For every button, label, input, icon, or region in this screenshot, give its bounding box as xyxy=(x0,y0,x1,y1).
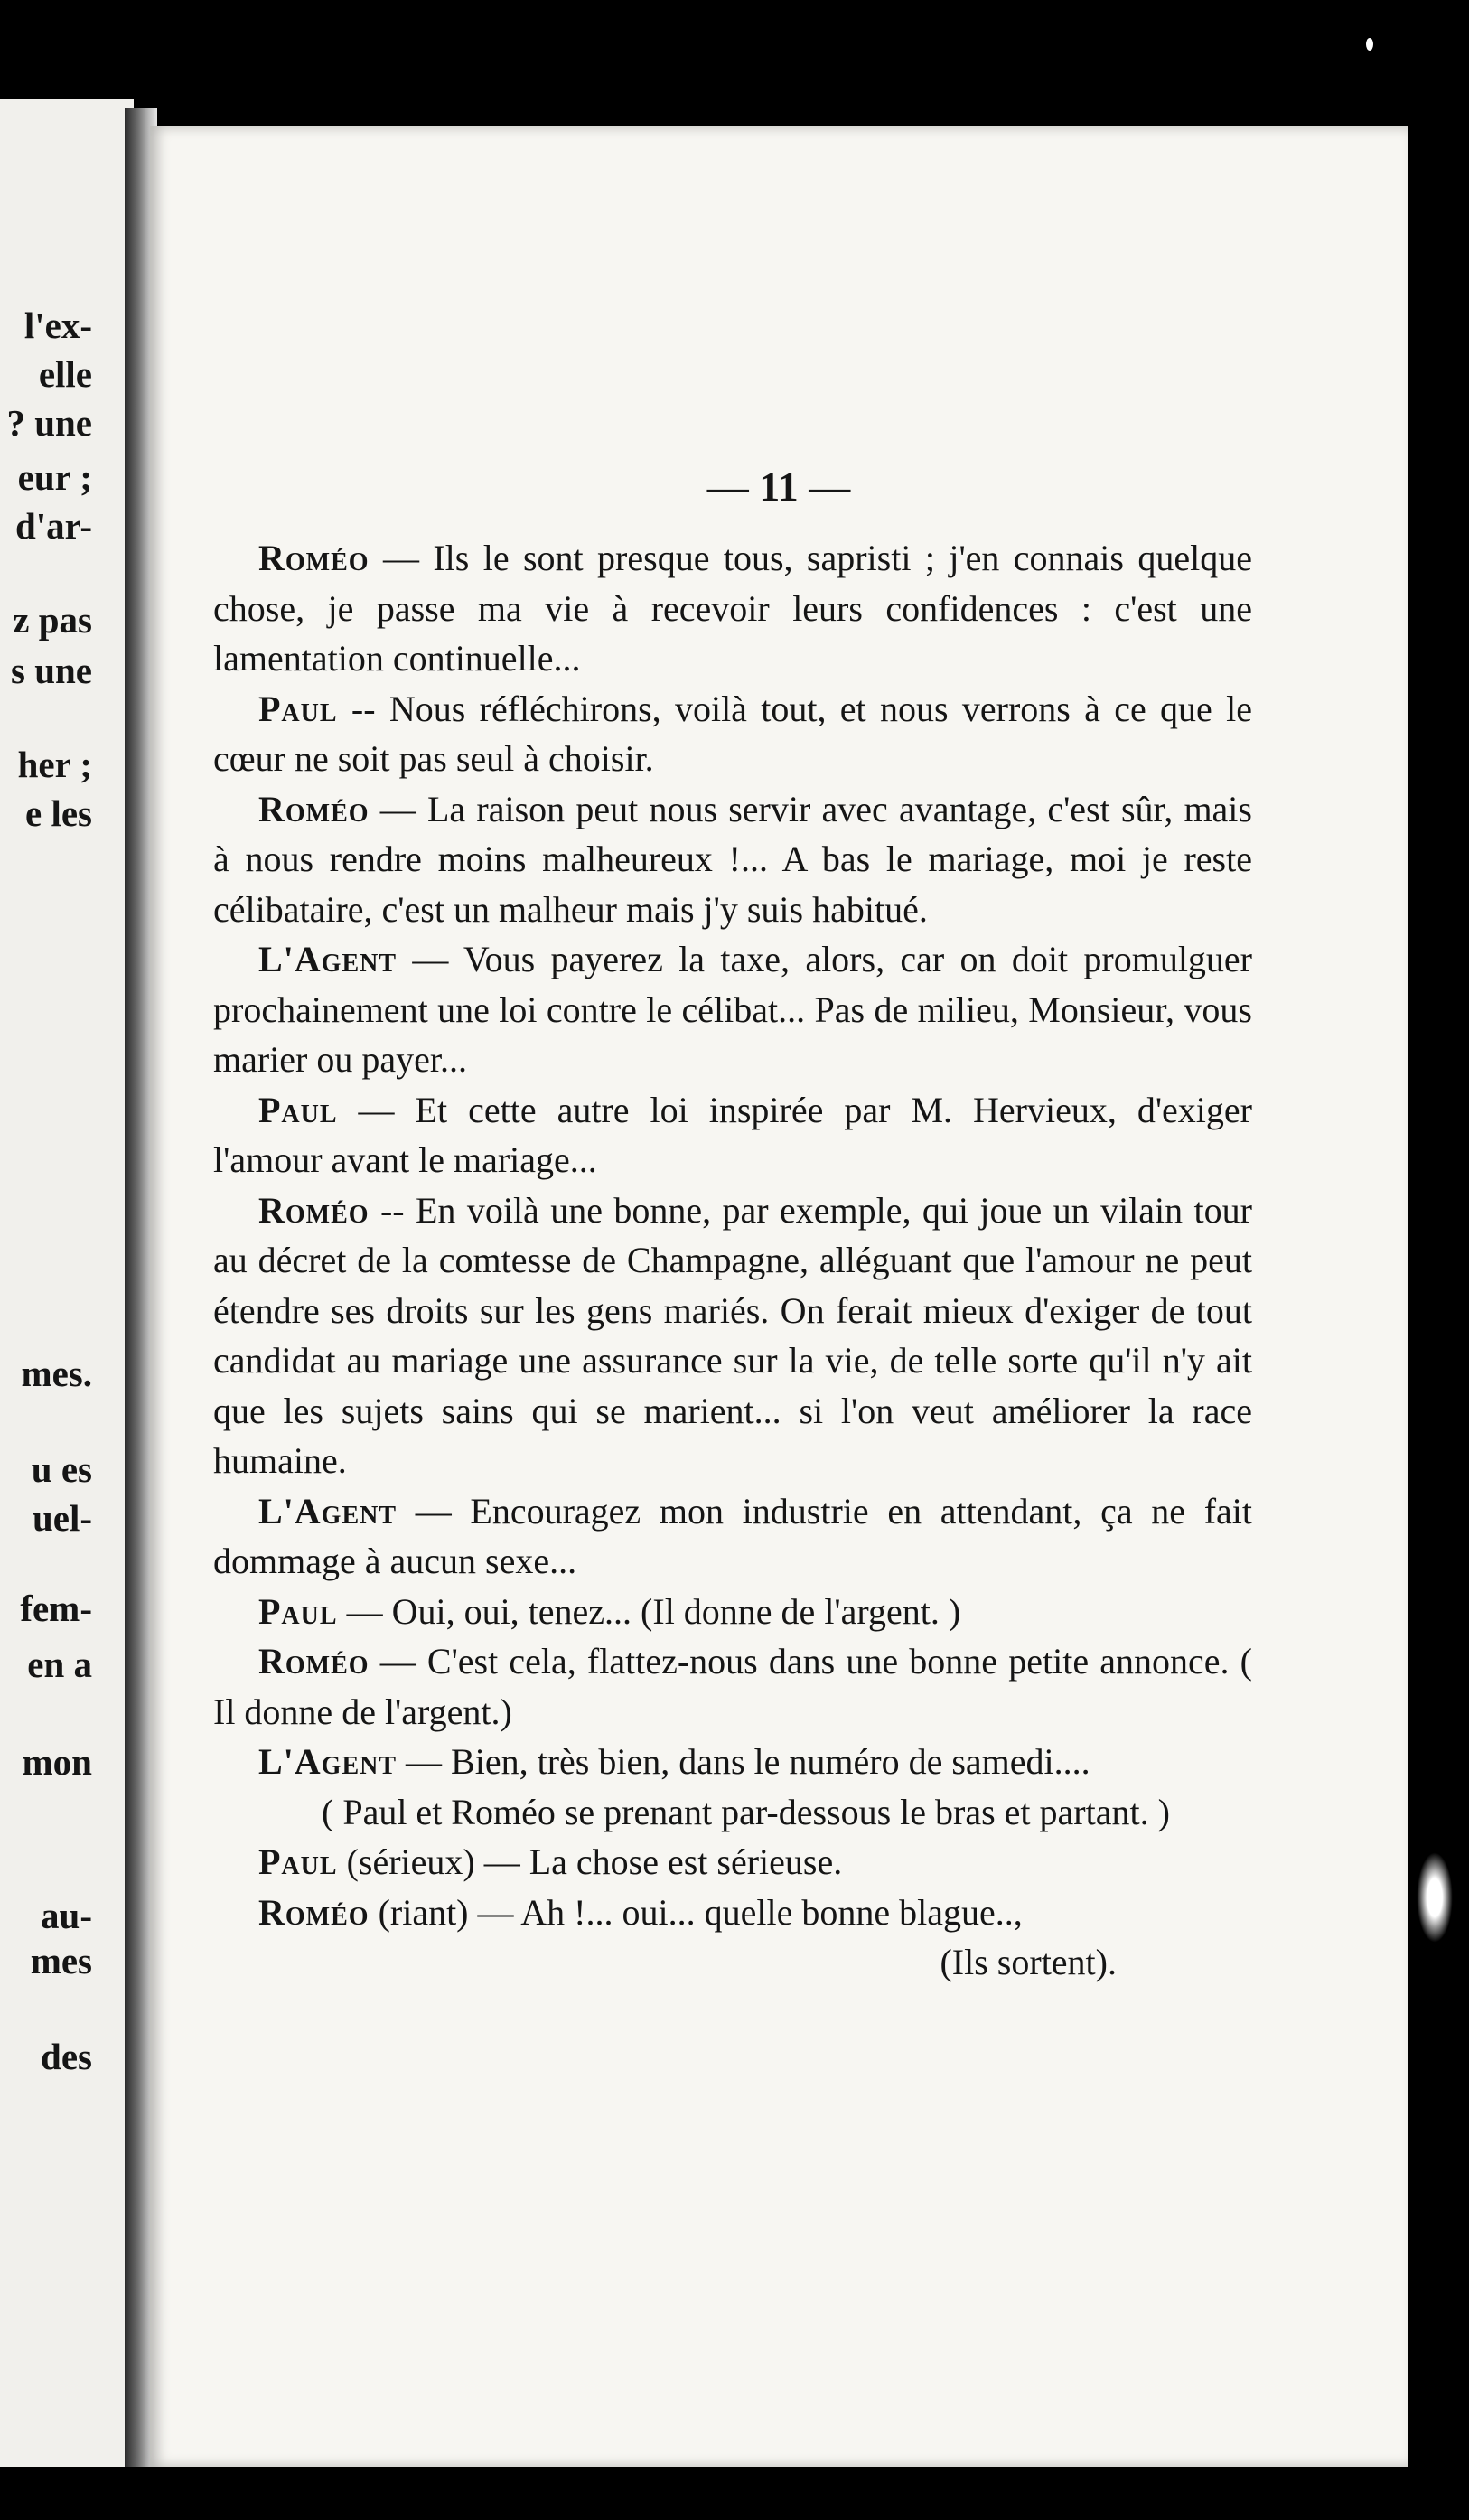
speaker-name: Paul xyxy=(258,688,338,729)
previous-page-fragment: z pas xyxy=(13,599,92,641)
dialogue-line xyxy=(213,1888,1252,1938)
previous-page-fragment: eur ; xyxy=(17,456,92,498)
dust-speck xyxy=(1366,38,1373,51)
speaker-name: Roméo xyxy=(258,1189,370,1231)
line-text: -- En voilà une bonne, par exemple, qui joue un vilain tour au décret de la comtesse de Champagne, alléguant que l'amour ne peut étendre ses droits sur les gens mariés. On ferait mieux d'exiger de tout candidat au mariage une assurance sur la vie, de telle sorte qu'il n'y ait que les sujets sains qui se marient... si l'on veut améliorer la race humaine. xyxy=(213,1189,1252,1481)
previous-page-fragment: mes. xyxy=(21,1353,92,1394)
line-text: — Encouragez mon industrie en attendant, ça ne fait dommage à aucun sexe... xyxy=(213,1490,1252,1581)
line-text: — Bien, très bien, dans le numéro de samedi.... xyxy=(397,1741,1090,1782)
speaker-name: L'Agent xyxy=(258,1490,398,1532)
previous-page-fragment: fem- xyxy=(20,1588,92,1629)
dialogue-line xyxy=(213,1587,1252,1637)
previous-page-fragment: d'ar- xyxy=(14,505,92,547)
line-text: (sérieux) — La chose est sérieuse. xyxy=(337,1841,843,1882)
dialogue-line xyxy=(213,533,1252,684)
previous-page-edge xyxy=(0,99,134,2467)
speaker-name: Paul xyxy=(258,1841,338,1882)
dialogue-line xyxy=(213,1737,1252,1787)
previous-page-fragment: au- xyxy=(41,1895,92,1936)
speaker-name: Roméo xyxy=(258,1891,370,1933)
dialogue-text xyxy=(213,533,1252,1988)
page xyxy=(150,126,1408,2467)
line-text: — Ils le sont presque tous, sapristi ; j'en connais quelque chose, je passe ma vie à recevoir leurs confidences : c'est une lamentation continuelle... xyxy=(213,538,1252,679)
dialogue-line xyxy=(213,1837,1252,1888)
line-text: (riant) — Ah !... oui... quelle bonne blague.., xyxy=(369,1891,1023,1933)
line-text: — Et cette autre loi inspirée par M. Hervieux, d'exiger l'amour avant le mariage... xyxy=(213,1089,1252,1180)
speaker-name: Roméo xyxy=(258,538,370,578)
dialogue-line xyxy=(213,934,1252,1085)
previous-page-fragment: mes xyxy=(30,1940,92,1981)
speaker-name: Paul xyxy=(258,1590,338,1632)
page-number: — 11 — xyxy=(706,464,851,510)
previous-page-fragment: mon xyxy=(22,1741,92,1783)
stage-direction: ( Paul et Roméo se prenant par-dessous le bras et partant. ) xyxy=(322,1791,1170,1832)
line-text: — C'est cela, flattez-nous dans une bonne petite annonce. ( Il donne de l'argent.) xyxy=(213,1641,1252,1732)
previous-page-fragment: her ; xyxy=(17,744,92,785)
paper-flaw xyxy=(1417,1852,1453,1943)
previous-page-fragment: ? une xyxy=(6,402,92,444)
previous-page-fragment: l'ex- xyxy=(23,304,92,346)
previous-page-fragment: uel- xyxy=(32,1497,92,1539)
dialogue-line xyxy=(213,684,1252,784)
dialogue-line xyxy=(213,1085,1252,1185)
line-text: — La raison peut nous servir avec avantage, c'est sûr, mais à nous rendre moins malheureux !... A bas le mariage, moi je reste célibataire, c'est un malheur mais j'y suis habitué. xyxy=(213,788,1252,930)
dialogue-line xyxy=(213,1486,1252,1587)
line-text: — Vous payerez la taxe, alors, car on doit promulguer prochainement une loi contre le célibat... Pas de milieu, Monsieur, vous marier ou payer... xyxy=(213,939,1252,1080)
previous-page-fragment: e les xyxy=(25,792,92,834)
exit-direction: (Ils sortent). xyxy=(940,1942,1117,1982)
previous-page-fragment: u es xyxy=(31,1448,92,1490)
line-text: -- Nous réfléchirons, voilà tout, et nous verrons à ce que le cœur ne soit pas seul à choisir. xyxy=(213,688,1252,779)
previous-page-fragment: s une xyxy=(10,650,92,691)
speaker-name: L'Agent xyxy=(258,1741,398,1782)
dialogue-line xyxy=(213,784,1252,935)
speaker-name: L'Agent xyxy=(258,939,398,979)
speaker-name: Roméo xyxy=(258,788,370,829)
previous-page-fragment: elle xyxy=(38,353,92,395)
previous-page-fragment: en a xyxy=(27,1644,92,1685)
previous-page-fragment: des xyxy=(41,2036,92,2077)
dialogue-line xyxy=(213,1636,1252,1737)
line-text: — Oui, oui, tenez... (Il donne de l'argent. ) xyxy=(337,1590,961,1632)
speaker-name: Roméo xyxy=(258,1641,370,1682)
dialogue-line xyxy=(213,1185,1252,1486)
speaker-name: Paul xyxy=(258,1089,338,1130)
